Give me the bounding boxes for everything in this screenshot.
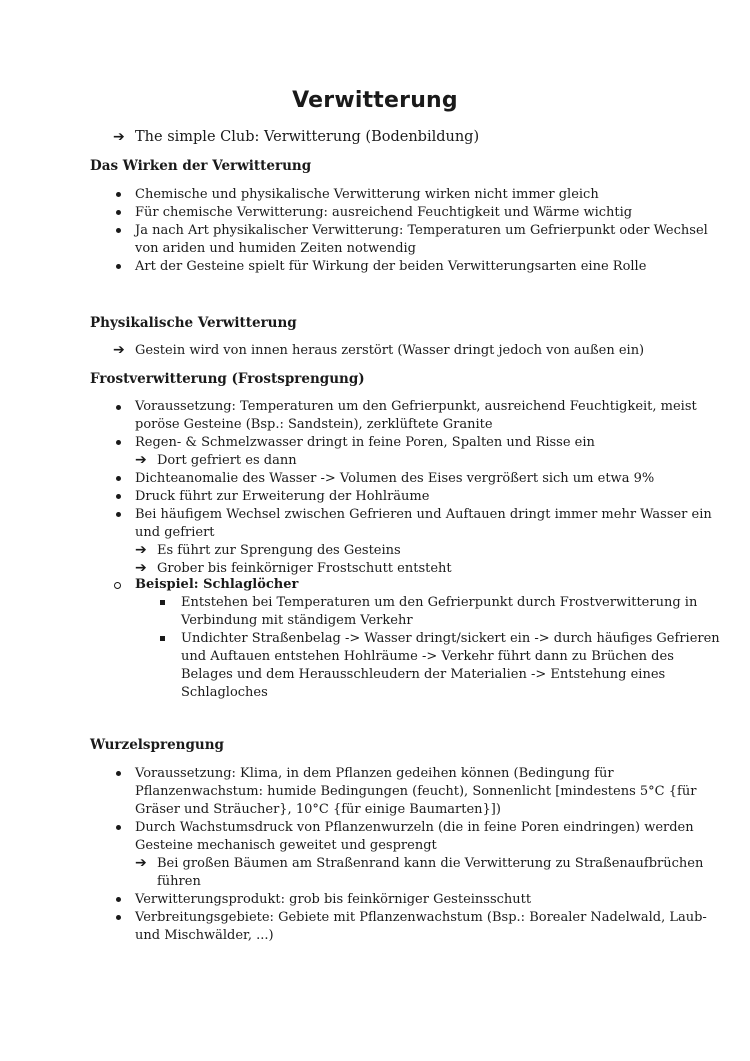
list-item: Bei häufigem Wechsel zwischen Gefrieren und Auftauen dringt immer mehr Wasser ein: [135, 507, 712, 522]
bullet-icon: [116, 405, 121, 410]
list-item: Durch Wachstumsdruck von Pflanzenwurzeln (die in feine Poren eindringen) werden: [135, 820, 694, 835]
list-item-continuation: Gesteine mechanisch geweitet und gesprengt: [135, 838, 437, 853]
list-item: Regen- & Schmelzwasser dringt in feine Poren, Spalten und Risse ein: [135, 435, 595, 450]
list-item-continuation: und Mischwälder, ...): [135, 928, 274, 943]
example-label: Beispiel: Schlaglöcher: [135, 577, 299, 592]
list-item: Voraussetzung: Temperaturen um den Gefrierpunkt, ausreichend Feuchtigkeit, meist: [135, 399, 697, 414]
list-item-continuation: von ariden und humiden Zeiten notwendig: [135, 241, 416, 256]
list-item: Undichter Straßenbelag -> Wasser dringt/sickert ein -> durch häufiges Gefrieren: [181, 631, 720, 646]
list-item-continuation: und Auftauen entstehen Hohlräume -> Verkehr führt dann zu Brüchen des: [181, 649, 674, 664]
list-item: Chemische und physikalische Verwitterung wirken nicht immer gleich: [135, 187, 599, 202]
list-item-continuation: Schlagloches: [181, 685, 268, 700]
arrow-item: Gestein wird von innen heraus zerstört (Wasser dringt jedoch von außen ein): [135, 343, 645, 358]
bullet-icon: [116, 476, 121, 481]
bullet-icon: [116, 512, 121, 517]
subtitle: The simple Club: Verwitterung (Bodenbildung): [135, 129, 480, 145]
list-item-continuation: Belages und dem Herausschleudern der Materialien -> Entstehung eines: [181, 667, 666, 682]
section-heading-frost: Frostverwitterung (Frostsprengung): [90, 371, 365, 387]
sub-arrow-item: Es führt zur Sprengung des Gesteins: [157, 543, 401, 558]
bullet-icon: [116, 915, 121, 920]
bullet-icon: [116, 897, 121, 902]
sub-arrow-continuation: führen: [157, 874, 201, 889]
list-item: Verbreitungsgebiete: Gebiete mit Pflanzenwachstum (Bsp.: Borealer Nadelwald, Laub-: [135, 910, 707, 925]
section-heading-wirken: Das Wirken der Verwitterung: [90, 158, 312, 174]
bullet-icon: [116, 228, 121, 233]
bullet-icon: [116, 440, 121, 445]
section-heading-wurzel: Wurzelsprengung: [90, 737, 224, 753]
arrow-icon: ➔: [135, 560, 147, 576]
list-item: Druck führt zur Erweiterung der Hohlräume: [135, 489, 430, 504]
sub-arrow-item: Dort gefriert es dann: [157, 453, 297, 468]
bullet-icon: [116, 192, 121, 197]
arrow-icon: ➔: [113, 129, 125, 145]
bullet-icon: [116, 264, 121, 269]
arrow-icon: ➔: [135, 542, 147, 558]
list-item-continuation: Pflanzenwachstum: humide Bedingungen (feucht), Sonnenlicht [mindestens 5°C {für: [135, 784, 697, 799]
list-item-continuation: Verbindung mit ständigem Verkehr: [181, 613, 413, 628]
square-bullet-icon: [160, 636, 165, 641]
circle-bullet-icon: [114, 582, 121, 589]
arrow-icon: ➔: [113, 342, 125, 358]
list-item: Dichteanomalie des Wasser -> Volumen des Eises vergrößert sich um etwa 9%: [135, 471, 655, 486]
bullet-icon: [116, 771, 121, 776]
list-item: Art der Gesteine spielt für Wirkung der beiden Verwitterungsarten eine Rolle: [135, 259, 647, 274]
sub-arrow-item: Grober bis feinkörniger Frostschutt entsteht: [157, 561, 452, 576]
bullet-icon: [116, 494, 121, 499]
page-title: Verwitterung: [292, 88, 458, 113]
bullet-icon: [116, 825, 121, 830]
bullet-icon: [116, 210, 121, 215]
list-item: Für chemische Verwitterung: ausreichend Feuchtigkeit und Wärme wichtig: [135, 205, 633, 220]
list-item-continuation: Gräser und Sträucher}, 10°C {für einige Baumarten}]): [135, 802, 501, 817]
list-item: Entstehen bei Temperaturen um den Gefrierpunkt durch Frostverwitterung in: [181, 595, 698, 610]
list-item: Verwitterungsprodukt: grob bis feinkörniger Gesteinsschutt: [135, 892, 532, 907]
sub-arrow-item: Bei großen Bäumen am Straßenrand kann die Verwitterung zu Straßenaufbrüchen: [157, 856, 704, 871]
list-item-continuation: poröse Gesteine (Bsp.: Sandstein), zerklüftete Granite: [135, 417, 493, 432]
list-item: Ja nach Art physikalischer Verwitterung: Temperaturen um Gefrierpunkt oder Wechsel: [135, 223, 708, 238]
list-item: Voraussetzung: Klima, in dem Pflanzen gedeihen können (Bedingung für: [135, 766, 614, 781]
section-heading-physikalisch: Physikalische Verwitterung: [90, 315, 297, 331]
arrow-icon: ➔: [135, 452, 147, 468]
list-item-continuation: und gefriert: [135, 525, 215, 540]
square-bullet-icon: [160, 600, 165, 605]
arrow-icon: ➔: [135, 855, 147, 871]
